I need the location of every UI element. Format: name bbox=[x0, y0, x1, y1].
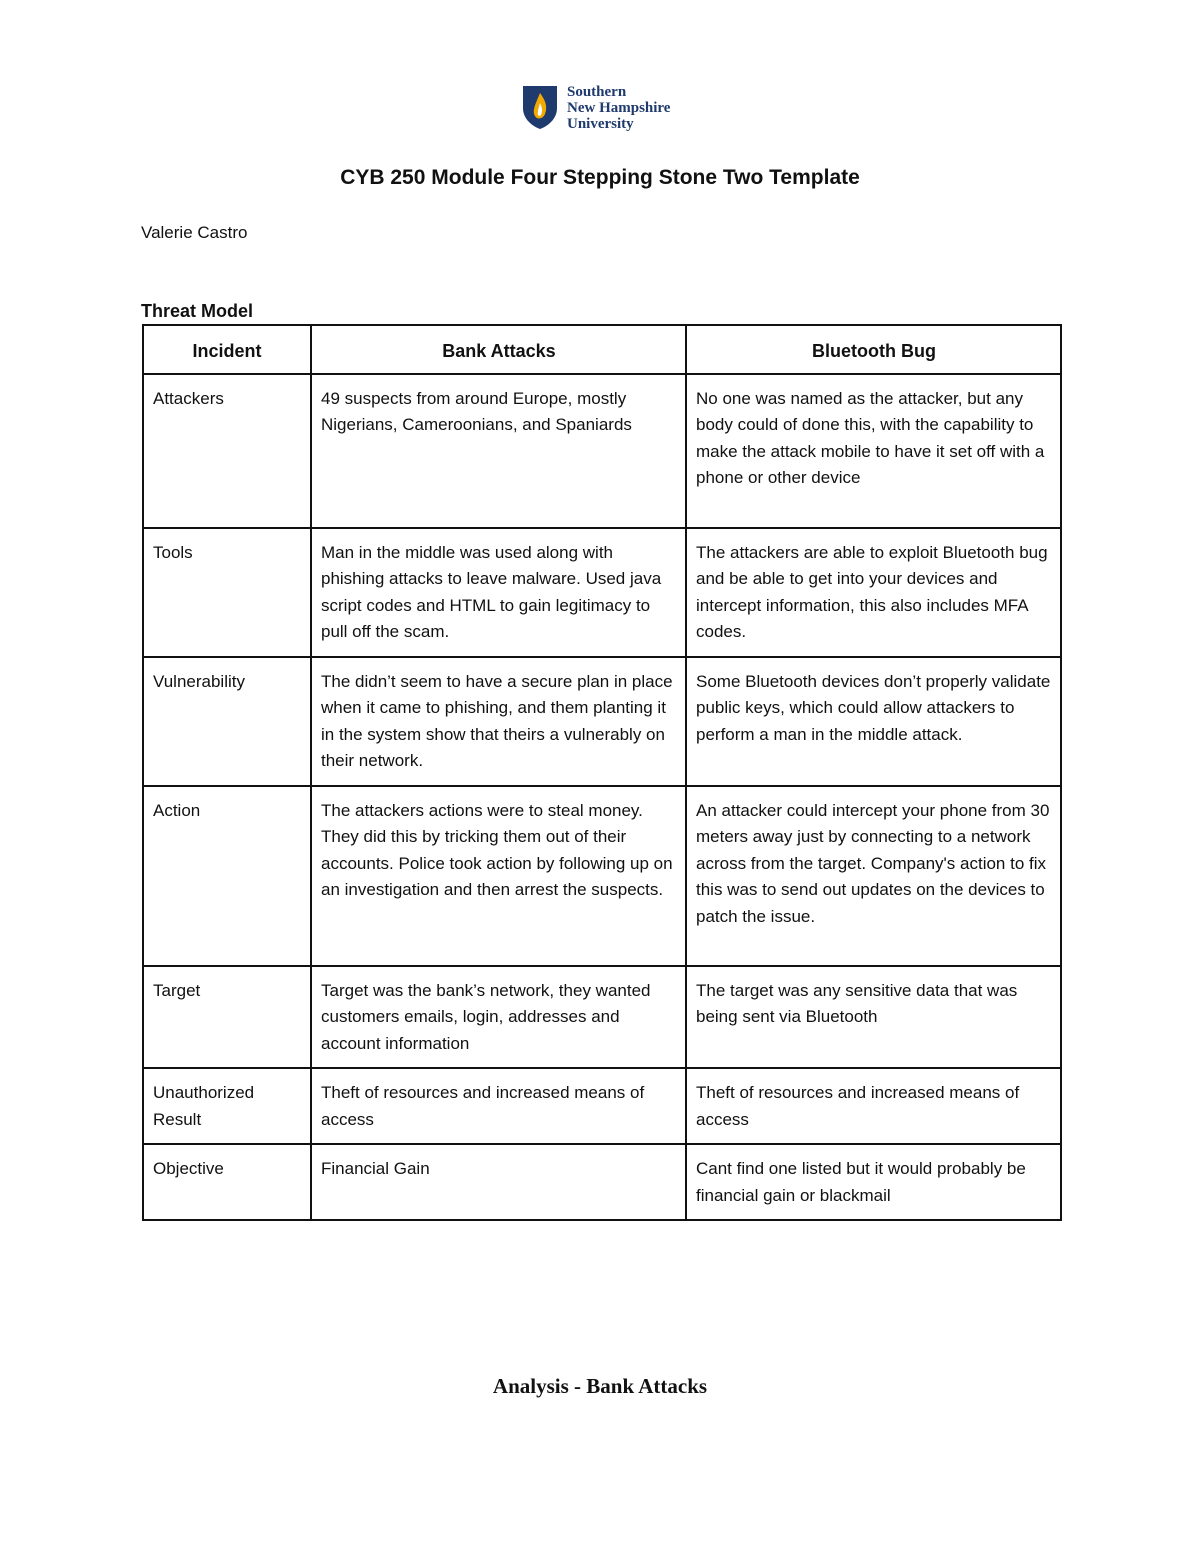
header-bank-attacks: Bank Attacks bbox=[311, 325, 686, 374]
table-row bbox=[143, 374, 1061, 528]
bluetooth-bug-cell: Some Bluetooth devices don’t properly validate public keys, which could allow attackers to perform a man in the middle attack. bbox=[686, 657, 1061, 786]
author-name: Valerie Castro bbox=[141, 223, 248, 242]
bank-attacks-cell: 49 suspects from around Europe, mostly Nigerians, Cameroonians, and Spaniards bbox=[311, 374, 686, 528]
bluetooth-bug-cell: The target was any sensitive data that was being sent via Bluetooth bbox=[686, 966, 1061, 1069]
bluetooth-bug-cell: The attackers are able to exploit Bluetooth bug and be able to get into your devices and intercept information, this also includes MFA codes. bbox=[686, 528, 1061, 657]
table-row bbox=[143, 1144, 1061, 1220]
document-title: CYB 250 Module Four Stepping Stone Two Template bbox=[340, 166, 860, 189]
header-incident: Incident bbox=[143, 325, 311, 374]
bank-attacks-cell: The didn’t seem to have a secure plan in place when it came to phishing, and them planting it in the system show that theirs a vulnerably on their network. bbox=[311, 657, 686, 786]
table-header-row bbox=[143, 325, 1061, 374]
logo-line: University bbox=[567, 116, 634, 132]
bluetooth-bug-cell: An attacker could intercept your phone from 30 meters away just by connecting to a network across from the target. Company's action to fix this was to send out updates on the devices to patch the issue. bbox=[686, 786, 1061, 966]
row-label: Attackers bbox=[143, 374, 311, 528]
logo-line: Southern bbox=[567, 84, 627, 100]
table-row bbox=[143, 786, 1061, 966]
bank-attacks-cell: Financial Gain bbox=[311, 1144, 686, 1220]
bank-attacks-cell: The attackers actions were to steal money. They did this by tricking them out of their accounts. Police took action by following up on an investigation and then arrest the suspects. bbox=[311, 786, 686, 966]
bluetooth-bug-cell: No one was named as the attacker, but any body could of done this, with the capability to make the attack mobile to have it set off with a phone or other device bbox=[686, 374, 1061, 528]
analysis-heading: Analysis - Bank Attacks bbox=[492, 1374, 708, 1398]
table-row bbox=[143, 528, 1061, 657]
row-label: Target bbox=[143, 966, 311, 1069]
bluetooth-bug-cell: Theft of resources and increased means of access bbox=[686, 1068, 1061, 1144]
table-row bbox=[143, 657, 1061, 786]
row-label: Objective bbox=[143, 1144, 311, 1220]
bank-attacks-cell: Theft of resources and increased means of access bbox=[311, 1068, 686, 1144]
threat-model-table bbox=[142, 324, 1062, 1221]
row-label: Action bbox=[143, 786, 311, 966]
university-logo bbox=[521, 84, 691, 132]
table-row bbox=[143, 1068, 1061, 1144]
table-row bbox=[143, 966, 1061, 1069]
logo-line: New Hampshire bbox=[567, 100, 671, 116]
logo-wordmark bbox=[567, 84, 670, 132]
row-label: Tools bbox=[143, 528, 311, 657]
section-heading-threat-model: Threat Model bbox=[141, 301, 254, 321]
row-label: Unauthorized Result bbox=[143, 1068, 311, 1144]
bank-attacks-cell: Man in the middle was used along with phishing attacks to leave malware. Used java script codes and HTML to gain legitimacy to pull off the scam. bbox=[311, 528, 686, 657]
bank-attacks-cell: Target was the bank’s network, they wanted customers emails, login, addresses and account information bbox=[311, 966, 686, 1069]
bluetooth-bug-cell: Cant find one listed but it would probably be financial gain or blackmail bbox=[686, 1144, 1061, 1220]
row-label: Vulnerability bbox=[143, 657, 311, 786]
flame-shield-icon bbox=[521, 84, 559, 130]
header-bluetooth-bug: Bluetooth Bug bbox=[686, 325, 1061, 374]
